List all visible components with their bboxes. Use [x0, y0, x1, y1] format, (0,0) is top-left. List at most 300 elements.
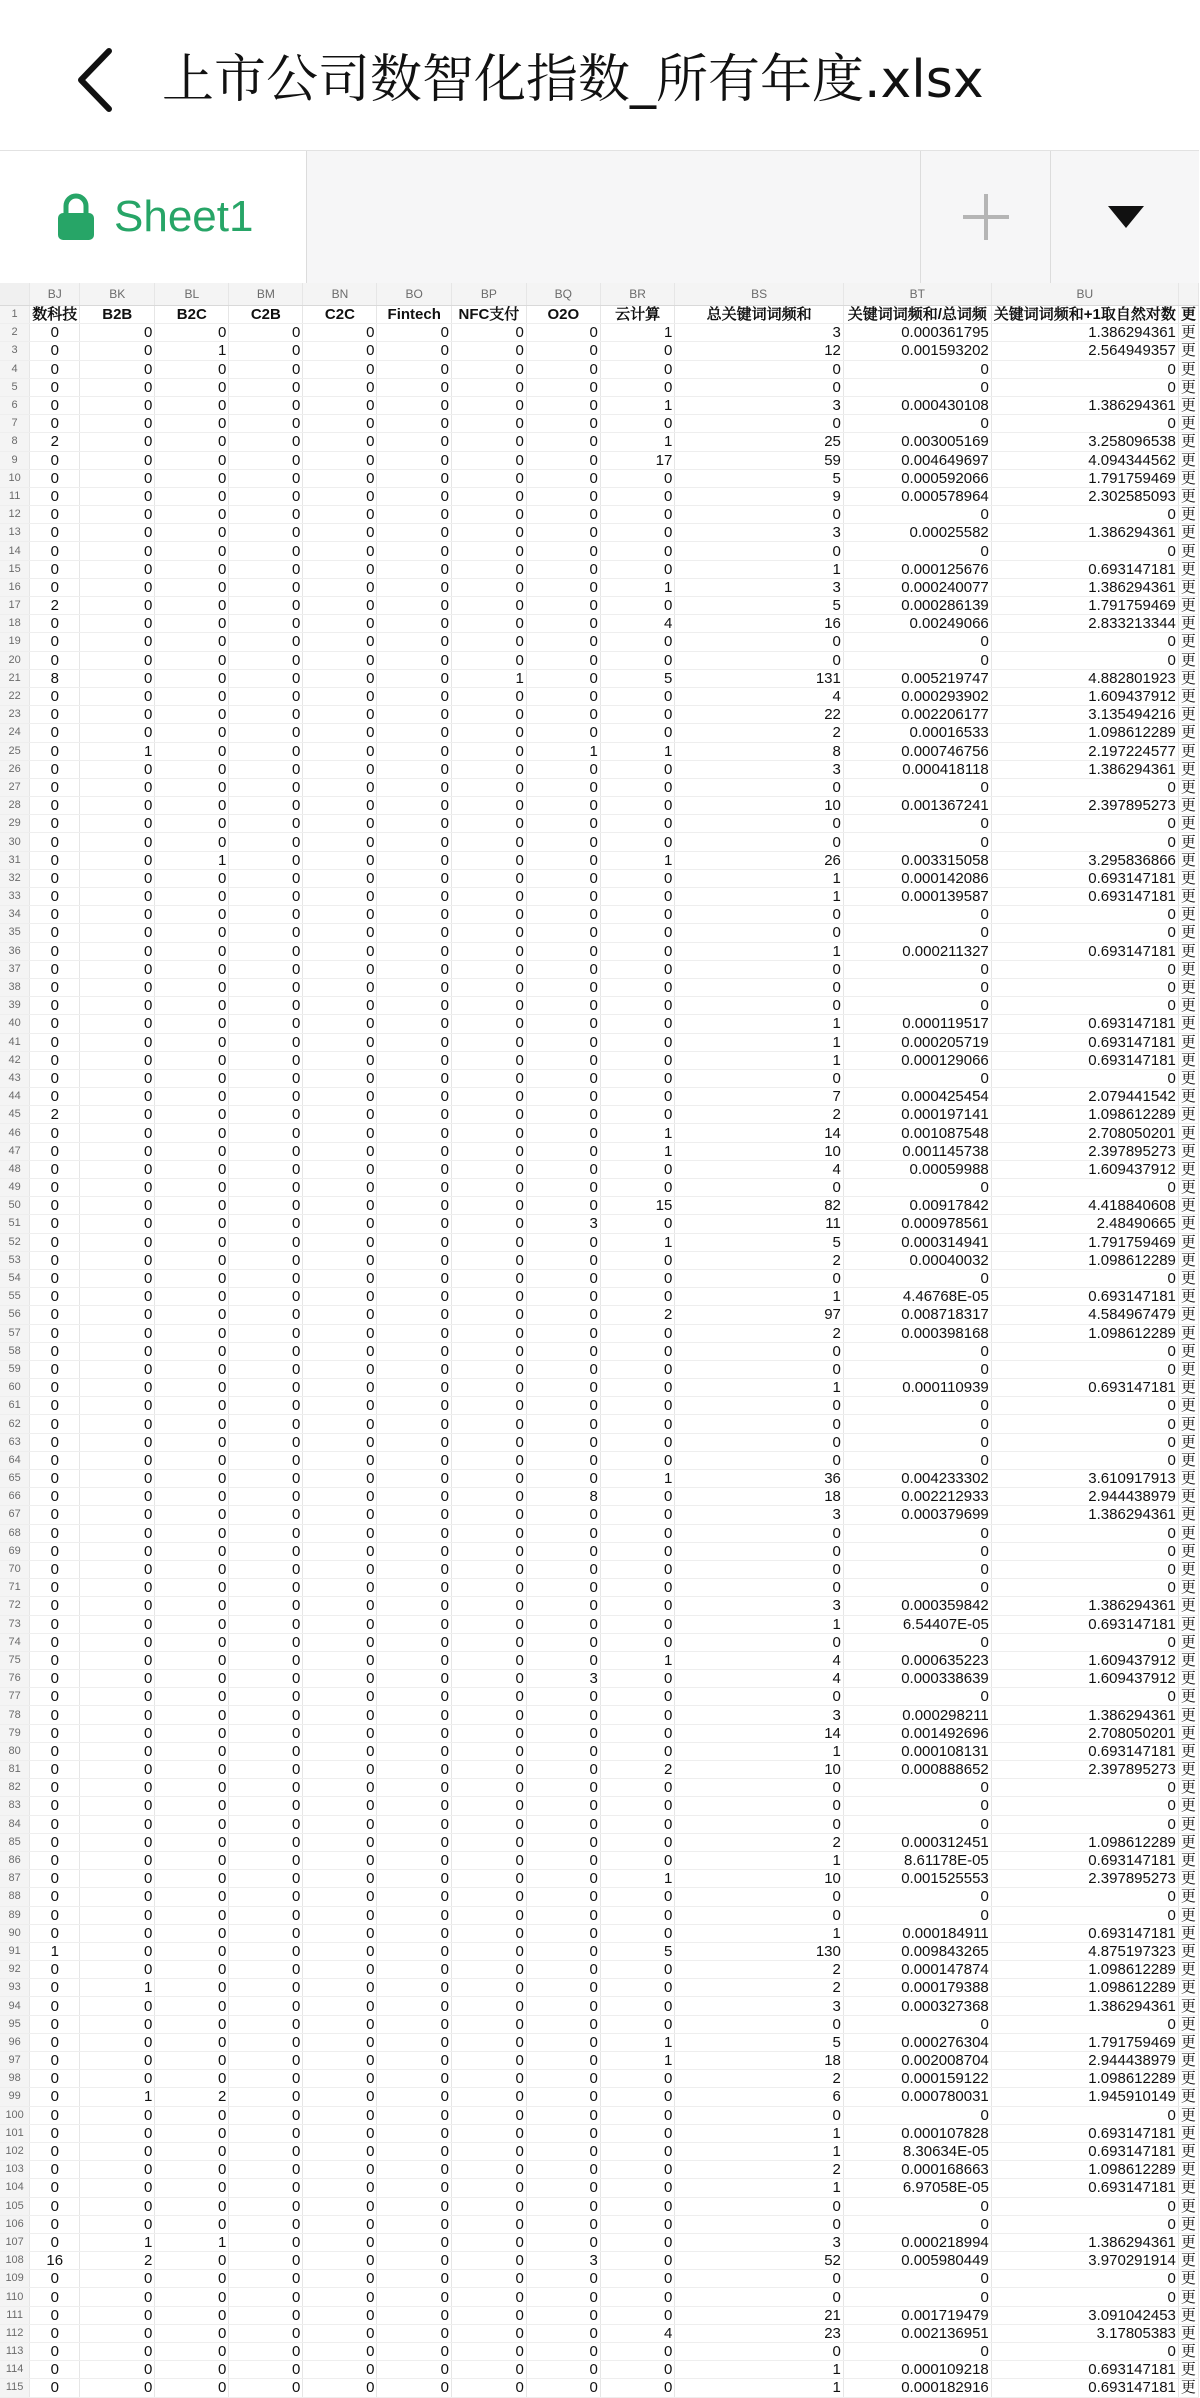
- cell[interactable]: 0: [229, 2233, 303, 2251]
- cell[interactable]: 更: [1178, 524, 1198, 542]
- cell[interactable]: 更: [1178, 342, 1198, 360]
- cell[interactable]: 0: [229, 997, 303, 1015]
- cell[interactable]: 0: [30, 1488, 80, 1506]
- cell[interactable]: 0: [155, 1451, 229, 1469]
- cell[interactable]: 0: [155, 797, 229, 815]
- cell[interactable]: 更: [1178, 1306, 1198, 1324]
- header-cell[interactable]: 关键词词频和+1取自然对数: [991, 306, 1178, 324]
- cell[interactable]: 0: [303, 451, 377, 469]
- cell[interactable]: 0: [229, 1924, 303, 1942]
- cell[interactable]: 0: [600, 2179, 674, 2197]
- cell[interactable]: 2.944438979: [991, 1488, 1178, 1506]
- cell[interactable]: 0: [452, 324, 527, 342]
- cell[interactable]: 0: [30, 778, 80, 796]
- row-number[interactable]: 110: [0, 2288, 30, 2306]
- cell[interactable]: 0: [155, 1470, 229, 1488]
- cell[interactable]: 0: [377, 1888, 452, 1906]
- cell[interactable]: 0: [600, 2252, 674, 2270]
- cell[interactable]: 0: [843, 1633, 991, 1651]
- cell[interactable]: 0: [377, 1142, 452, 1160]
- cell[interactable]: 0: [452, 1924, 527, 1942]
- cell[interactable]: 0: [30, 1560, 80, 1578]
- cell[interactable]: 0.000129066: [843, 1051, 991, 1069]
- cell[interactable]: 0: [377, 2288, 452, 2306]
- cell[interactable]: 0: [229, 1961, 303, 1979]
- row-number[interactable]: 32: [0, 869, 30, 887]
- cell[interactable]: 0: [30, 724, 80, 742]
- cell[interactable]: 0: [30, 851, 80, 869]
- cell[interactable]: 0: [229, 1724, 303, 1742]
- cell[interactable]: 8.61178E-05: [843, 1851, 991, 1869]
- cell[interactable]: 0: [229, 1342, 303, 1360]
- cell[interactable]: 0: [229, 2252, 303, 2270]
- cell[interactable]: 0: [229, 1397, 303, 1415]
- row-number[interactable]: 20: [0, 651, 30, 669]
- cell[interactable]: 0: [229, 1288, 303, 1306]
- row-number[interactable]: 11: [0, 487, 30, 505]
- row-number[interactable]: 97: [0, 2052, 30, 2070]
- row-number[interactable]: 48: [0, 1160, 30, 1178]
- cell[interactable]: 0: [80, 560, 155, 578]
- cell[interactable]: 0.693147181: [991, 1051, 1178, 1069]
- cell[interactable]: 0: [675, 1542, 844, 1560]
- cell[interactable]: 14: [675, 1724, 844, 1742]
- cell[interactable]: 0: [155, 1579, 229, 1597]
- cell[interactable]: 2: [675, 724, 844, 742]
- cell[interactable]: 0: [452, 433, 527, 451]
- cell[interactable]: 0: [526, 1069, 600, 1087]
- cell[interactable]: 0: [377, 1506, 452, 1524]
- cell[interactable]: 1.386294361: [991, 324, 1178, 342]
- cell[interactable]: 0: [526, 2070, 600, 2088]
- cell[interactable]: 0: [30, 1524, 80, 1542]
- cell[interactable]: 0: [526, 1124, 600, 1142]
- cell[interactable]: 0: [675, 542, 844, 560]
- cell[interactable]: 1: [600, 324, 674, 342]
- cell[interactable]: 0.000398168: [843, 1324, 991, 1342]
- cell[interactable]: 0: [303, 778, 377, 796]
- cell[interactable]: 0: [600, 1560, 674, 1578]
- header-cell[interactable]: 关键词词频和/总词频: [843, 306, 991, 324]
- cell[interactable]: 0: [600, 815, 674, 833]
- cell[interactable]: 0: [452, 2379, 527, 2397]
- cell[interactable]: 0: [30, 1033, 80, 1051]
- cell[interactable]: 0: [30, 578, 80, 596]
- cell[interactable]: 更: [1178, 1251, 1198, 1269]
- cell[interactable]: 0.000142086: [843, 869, 991, 887]
- cell[interactable]: 0: [377, 1906, 452, 1924]
- cell[interactable]: 0: [675, 415, 844, 433]
- cell[interactable]: 0: [80, 2015, 155, 2033]
- row-number[interactable]: 113: [0, 2343, 30, 2361]
- cell[interactable]: 更: [1178, 2379, 1198, 2397]
- cell[interactable]: 0: [30, 2197, 80, 2215]
- cell[interactable]: 0: [526, 396, 600, 414]
- row-number[interactable]: 59: [0, 1360, 30, 1378]
- cell[interactable]: 0: [526, 1851, 600, 1869]
- cell[interactable]: 更: [1178, 906, 1198, 924]
- cell[interactable]: 0.000197141: [843, 1106, 991, 1124]
- cell[interactable]: 0: [991, 2215, 1178, 2233]
- cell[interactable]: 1: [675, 1742, 844, 1760]
- cell[interactable]: 0: [155, 524, 229, 542]
- cell[interactable]: 更: [1178, 1524, 1198, 1542]
- cell[interactable]: 0: [526, 942, 600, 960]
- cell[interactable]: 0: [526, 1633, 600, 1651]
- cell[interactable]: 0: [526, 1961, 600, 1979]
- row-number[interactable]: 78: [0, 1706, 30, 1724]
- cell[interactable]: 2.833213344: [991, 615, 1178, 633]
- cell[interactable]: 更: [1178, 778, 1198, 796]
- cell[interactable]: 0: [843, 1906, 991, 1924]
- cell[interactable]: 0: [452, 2106, 527, 2124]
- cell[interactable]: 更: [1178, 2052, 1198, 2070]
- cell[interactable]: 0: [80, 542, 155, 560]
- cell[interactable]: 4.875197323: [991, 1942, 1178, 1960]
- cell[interactable]: 0: [30, 415, 80, 433]
- cell[interactable]: 1: [675, 1051, 844, 1069]
- cell[interactable]: 0: [303, 2033, 377, 2051]
- cell[interactable]: 0: [80, 797, 155, 815]
- cell[interactable]: 0: [526, 669, 600, 687]
- cell[interactable]: 5: [675, 2033, 844, 2051]
- cell[interactable]: 0: [303, 1779, 377, 1797]
- cell[interactable]: 0: [452, 1961, 527, 1979]
- cell[interactable]: 0: [600, 1215, 674, 1233]
- cell[interactable]: 0: [30, 815, 80, 833]
- cell[interactable]: 0: [452, 1651, 527, 1669]
- row-number[interactable]: 66: [0, 1488, 30, 1506]
- cell[interactable]: 0: [155, 2361, 229, 2379]
- cell[interactable]: 0: [30, 1615, 80, 1633]
- cell[interactable]: 0: [526, 415, 600, 433]
- cell[interactable]: 0: [600, 2306, 674, 2324]
- cell[interactable]: 0: [600, 1160, 674, 1178]
- cell[interactable]: 更: [1178, 1615, 1198, 1633]
- cell[interactable]: 0: [155, 888, 229, 906]
- cell[interactable]: 0: [30, 1124, 80, 1142]
- cell[interactable]: 0: [991, 1269, 1178, 1287]
- row-number[interactable]: 101: [0, 2124, 30, 2142]
- cell[interactable]: 0: [30, 451, 80, 469]
- row-number[interactable]: 30: [0, 833, 30, 851]
- cell[interactable]: 0: [600, 797, 674, 815]
- cell[interactable]: 0: [675, 1342, 844, 1360]
- sheet-list-dropdown[interactable]: [1050, 151, 1200, 283]
- cell[interactable]: 5: [675, 597, 844, 615]
- cell[interactable]: 0: [155, 560, 229, 578]
- cell[interactable]: 0: [30, 469, 80, 487]
- cell[interactable]: 0: [452, 1269, 527, 1287]
- cell[interactable]: 0.002212933: [843, 1488, 991, 1506]
- cell[interactable]: 0: [155, 1106, 229, 1124]
- cell[interactable]: 0: [303, 1742, 377, 1760]
- cell[interactable]: 更: [1178, 2270, 1198, 2288]
- column-letter[interactable]: [1178, 283, 1198, 306]
- cell[interactable]: 0: [30, 1051, 80, 1069]
- cell[interactable]: 0: [377, 1488, 452, 1506]
- cell[interactable]: 0: [675, 2270, 844, 2288]
- cell[interactable]: 0.001492696: [843, 1724, 991, 1742]
- cell[interactable]: 1: [600, 1651, 674, 1669]
- cell[interactable]: 0: [80, 851, 155, 869]
- cell[interactable]: 0: [377, 1688, 452, 1706]
- cell[interactable]: 0: [229, 2288, 303, 2306]
- cell[interactable]: 0.001593202: [843, 342, 991, 360]
- cell[interactable]: 82: [675, 1197, 844, 1215]
- cell[interactable]: 0: [843, 778, 991, 796]
- cell[interactable]: 更: [1178, 2033, 1198, 2051]
- cell[interactable]: 0: [600, 1615, 674, 1633]
- cell[interactable]: 0: [155, 1397, 229, 1415]
- cell[interactable]: 0: [30, 2033, 80, 2051]
- cell[interactable]: 0: [155, 2124, 229, 2142]
- cell[interactable]: 1.386294361: [991, 1506, 1178, 1524]
- cell[interactable]: 0: [377, 1160, 452, 1178]
- cell[interactable]: 0: [377, 1433, 452, 1451]
- column-letter[interactable]: BO: [377, 283, 452, 306]
- cell[interactable]: 52: [675, 2252, 844, 2270]
- cell[interactable]: 0: [526, 1906, 600, 1924]
- cell[interactable]: 0: [80, 1870, 155, 1888]
- cell[interactable]: 0: [526, 1269, 600, 1287]
- cell[interactable]: 1.098612289: [991, 2161, 1178, 2179]
- cell[interactable]: 0: [303, 1397, 377, 1415]
- cell[interactable]: 0: [377, 1524, 452, 1542]
- cell[interactable]: 2: [675, 1833, 844, 1851]
- cell[interactable]: 0: [155, 1651, 229, 1669]
- cell[interactable]: 0: [843, 2106, 991, 2124]
- cell[interactable]: 0: [452, 1670, 527, 1688]
- cell[interactable]: 3.295836866: [991, 851, 1178, 869]
- cell[interactable]: 0: [30, 1397, 80, 1415]
- cell[interactable]: 0: [526, 615, 600, 633]
- cell[interactable]: 0: [80, 1961, 155, 1979]
- cell[interactable]: 0: [30, 1342, 80, 1360]
- cell[interactable]: 更: [1178, 2070, 1198, 2088]
- cell[interactable]: 0: [80, 669, 155, 687]
- cell[interactable]: 0: [452, 1415, 527, 1433]
- cell[interactable]: 0: [452, 506, 527, 524]
- cell[interactable]: 0: [843, 924, 991, 942]
- cell[interactable]: 0: [991, 906, 1178, 924]
- cell[interactable]: 2.397895273: [991, 1870, 1178, 1888]
- cell[interactable]: 0: [377, 487, 452, 505]
- cell[interactable]: 0: [155, 2142, 229, 2160]
- row-number[interactable]: 29: [0, 815, 30, 833]
- cell[interactable]: 4.882801923: [991, 669, 1178, 687]
- row-number[interactable]: 35: [0, 924, 30, 942]
- cell[interactable]: 1.098612289: [991, 724, 1178, 742]
- cell[interactable]: 0.693147181: [991, 2142, 1178, 2160]
- cell[interactable]: 0: [229, 1124, 303, 1142]
- cell[interactable]: 更: [1178, 1506, 1198, 1524]
- cell[interactable]: 0: [600, 724, 674, 742]
- cell[interactable]: 2.944438979: [991, 2052, 1178, 2070]
- cell[interactable]: 0: [377, 615, 452, 633]
- cell[interactable]: 0: [80, 1615, 155, 1633]
- cell[interactable]: 0: [377, 1215, 452, 1233]
- cell[interactable]: 0: [80, 778, 155, 796]
- cell[interactable]: 3: [526, 1215, 600, 1233]
- cell[interactable]: 0: [155, 1433, 229, 1451]
- cell[interactable]: 0: [675, 1433, 844, 1451]
- cell[interactable]: 0: [30, 1470, 80, 1488]
- cell[interactable]: 0: [452, 2252, 527, 2270]
- cell[interactable]: 0: [303, 487, 377, 505]
- cell[interactable]: 0.000359842: [843, 1597, 991, 1615]
- cell[interactable]: 0: [155, 1524, 229, 1542]
- cell[interactable]: 0: [526, 1306, 600, 1324]
- cell[interactable]: 0: [600, 942, 674, 960]
- cell[interactable]: 3.17805383: [991, 2324, 1178, 2342]
- cell[interactable]: 0: [229, 433, 303, 451]
- cell[interactable]: 0.001145738: [843, 1142, 991, 1160]
- cell[interactable]: 0: [155, 633, 229, 651]
- cell[interactable]: 0: [30, 2379, 80, 2397]
- cell[interactable]: 0: [155, 1706, 229, 1724]
- cell[interactable]: 更: [1178, 1233, 1198, 1251]
- cell[interactable]: 0: [80, 687, 155, 705]
- cell[interactable]: 0: [30, 1360, 80, 1378]
- cell[interactable]: 0: [229, 2215, 303, 2233]
- cell[interactable]: 0: [526, 851, 600, 869]
- cell[interactable]: 0: [30, 833, 80, 851]
- cell[interactable]: 0: [843, 415, 991, 433]
- cell[interactable]: 0.000293902: [843, 687, 991, 705]
- cell[interactable]: 0: [526, 1651, 600, 1669]
- cell[interactable]: 0: [526, 1451, 600, 1469]
- back-button[interactable]: [60, 40, 130, 120]
- cell[interactable]: 0: [30, 1015, 80, 1033]
- cell[interactable]: 0: [303, 2343, 377, 2361]
- cell[interactable]: 0.693147181: [991, 942, 1178, 960]
- cell[interactable]: 0: [991, 633, 1178, 651]
- cell[interactable]: 1: [600, 1470, 674, 1488]
- cell[interactable]: 0: [303, 2270, 377, 2288]
- cell[interactable]: 更: [1178, 1670, 1198, 1688]
- cell[interactable]: 0: [526, 2270, 600, 2288]
- cell[interactable]: 0: [303, 960, 377, 978]
- cell[interactable]: 0.693147181: [991, 1379, 1178, 1397]
- cell[interactable]: 0.000139587: [843, 888, 991, 906]
- cell[interactable]: 0: [377, 2015, 452, 2033]
- cell[interactable]: 0: [80, 2306, 155, 2324]
- cell[interactable]: 0: [377, 651, 452, 669]
- cell[interactable]: 0: [303, 978, 377, 996]
- row-number[interactable]: 33: [0, 888, 30, 906]
- cell[interactable]: 0: [303, 633, 377, 651]
- row-number[interactable]: 112: [0, 2324, 30, 2342]
- cell[interactable]: 0: [303, 1579, 377, 1597]
- cell[interactable]: 0: [526, 2306, 600, 2324]
- cell[interactable]: 更: [1178, 1742, 1198, 1760]
- cell[interactable]: 0: [303, 560, 377, 578]
- cell[interactable]: 0: [229, 2270, 303, 2288]
- cell[interactable]: 0: [526, 2324, 600, 2342]
- row-number[interactable]: 106: [0, 2215, 30, 2233]
- cell[interactable]: 0: [229, 2197, 303, 2215]
- cell[interactable]: 更: [1178, 2361, 1198, 2379]
- cell[interactable]: 0: [452, 2179, 527, 2197]
- cell[interactable]: 更: [1178, 2124, 1198, 2142]
- cell[interactable]: 0: [30, 1233, 80, 1251]
- cell[interactable]: 0: [80, 1797, 155, 1815]
- cell[interactable]: 0: [843, 1815, 991, 1833]
- cell[interactable]: 0: [600, 1706, 674, 1724]
- cell[interactable]: 更: [1178, 1215, 1198, 1233]
- cell[interactable]: 0: [229, 1415, 303, 1433]
- cell[interactable]: 0: [452, 1306, 527, 1324]
- cell[interactable]: 0: [600, 924, 674, 942]
- cell[interactable]: 0: [377, 451, 452, 469]
- cell[interactable]: 0: [30, 1779, 80, 1797]
- cell[interactable]: 0: [675, 1888, 844, 1906]
- cell[interactable]: 0: [526, 1724, 600, 1742]
- cell[interactable]: 0: [155, 2106, 229, 2124]
- cell[interactable]: 1.791759469: [991, 597, 1178, 615]
- cell[interactable]: 0: [600, 1033, 674, 1051]
- cell[interactable]: 10: [675, 1142, 844, 1160]
- cell[interactable]: 0: [452, 651, 527, 669]
- cell[interactable]: 0: [991, 1069, 1178, 1087]
- cell[interactable]: 1.386294361: [991, 760, 1178, 778]
- cell[interactable]: 0: [600, 1633, 674, 1651]
- cell[interactable]: 0: [229, 869, 303, 887]
- cell[interactable]: 0: [377, 1269, 452, 1287]
- cell[interactable]: 0: [229, 1251, 303, 1269]
- cell[interactable]: 0: [303, 469, 377, 487]
- cell[interactable]: 0: [303, 506, 377, 524]
- cell[interactable]: 0.00249066: [843, 615, 991, 633]
- cell[interactable]: 0: [377, 942, 452, 960]
- cell[interactable]: 0: [229, 797, 303, 815]
- cell[interactable]: 0: [155, 2179, 229, 2197]
- cell[interactable]: 0: [377, 1579, 452, 1597]
- cell[interactable]: 0: [80, 1379, 155, 1397]
- cell[interactable]: 0: [303, 1924, 377, 1942]
- row-number[interactable]: 23: [0, 706, 30, 724]
- row-number[interactable]: 98: [0, 2070, 30, 2088]
- cell[interactable]: 0: [155, 2379, 229, 2397]
- column-letter[interactable]: BQ: [526, 283, 600, 306]
- cell[interactable]: 0: [526, 869, 600, 887]
- cell[interactable]: 0: [30, 506, 80, 524]
- cell[interactable]: 0: [80, 1233, 155, 1251]
- cell[interactable]: 0: [452, 378, 527, 396]
- cell[interactable]: 0: [991, 415, 1178, 433]
- cell[interactable]: 0: [155, 615, 229, 633]
- cell[interactable]: 0: [600, 1015, 674, 1033]
- cell[interactable]: 0: [600, 1688, 674, 1706]
- cell[interactable]: 0.693147181: [991, 888, 1178, 906]
- cell[interactable]: 0: [155, 1251, 229, 1269]
- cell[interactable]: 0: [675, 378, 844, 396]
- cell[interactable]: 0: [675, 1906, 844, 1924]
- cell[interactable]: 0: [303, 888, 377, 906]
- cell[interactable]: 0: [600, 1488, 674, 1506]
- cell[interactable]: 更: [1178, 687, 1198, 705]
- cell[interactable]: 更: [1178, 1942, 1198, 1960]
- cell[interactable]: 0: [303, 396, 377, 414]
- row-number[interactable]: 69: [0, 1542, 30, 1560]
- cell[interactable]: 0: [377, 1233, 452, 1251]
- cell[interactable]: 0: [452, 2088, 527, 2106]
- cell[interactable]: 0: [303, 1506, 377, 1524]
- cell[interactable]: 0: [80, 451, 155, 469]
- cell[interactable]: 1: [675, 942, 844, 960]
- cell[interactable]: 1: [675, 888, 844, 906]
